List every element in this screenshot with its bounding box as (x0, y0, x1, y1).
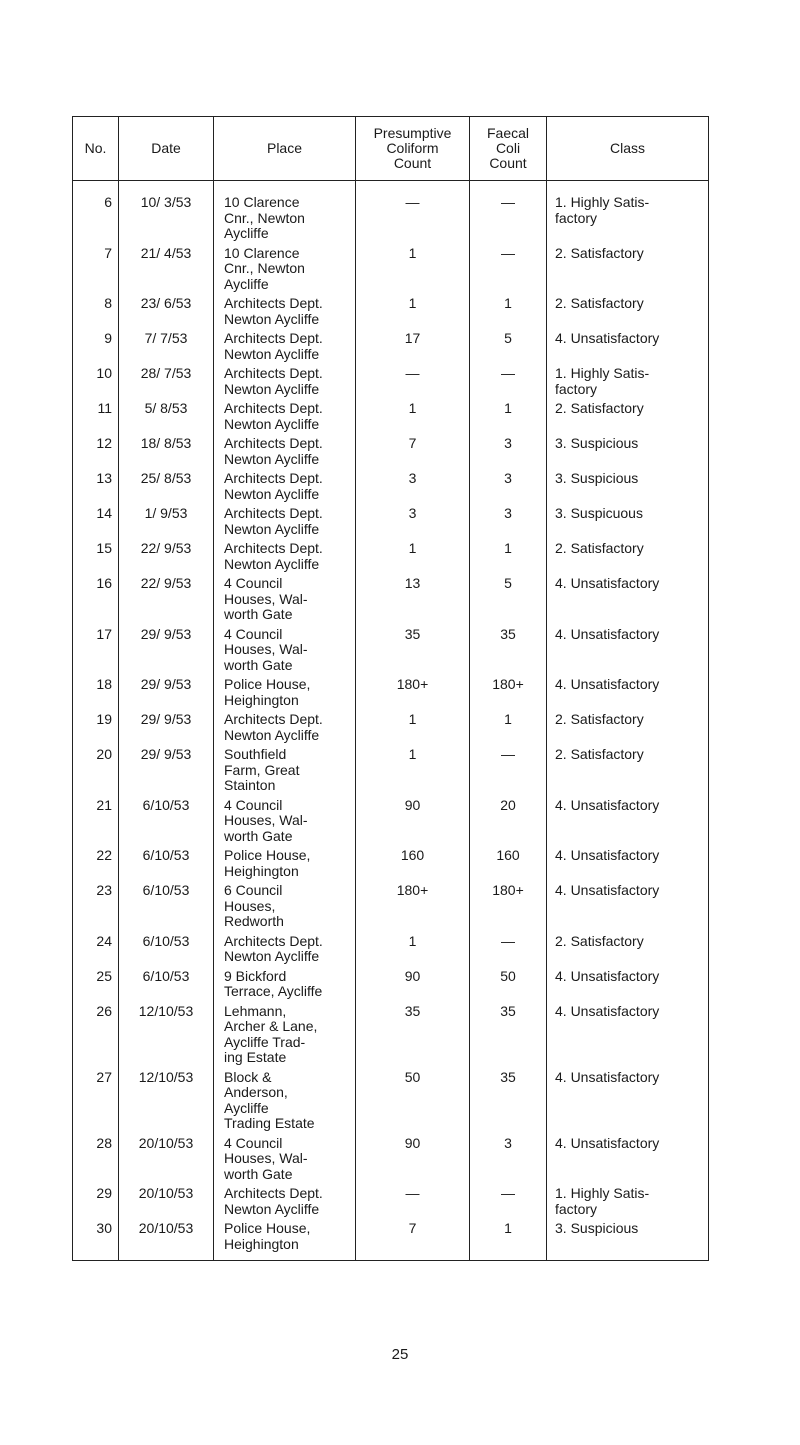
cell-no: 23 (73, 883, 119, 934)
cell-presumptive-coliform-count: 1 (356, 934, 470, 969)
cell-class (547, 331, 709, 366)
cell-presumptive-coliform-count: 50 (356, 1070, 470, 1136)
cell-faecal-coli-count: 35 (470, 627, 547, 678)
table-row (73, 934, 709, 969)
table-row (73, 541, 709, 576)
cell-date: 6/10/53 (119, 848, 214, 883)
cell-no: 11 (73, 401, 119, 436)
cell-date: 21/ 4/53 (119, 246, 214, 297)
table-row (73, 436, 709, 471)
cell-presumptive-coliform-count: 1 (356, 541, 470, 576)
place-line: worth Gate (224, 827, 293, 844)
class-line: 3. Suspicuous (555, 505, 643, 521)
cell-place (214, 366, 356, 401)
place-line: Houses, (224, 897, 276, 914)
header-no: No. (73, 117, 119, 181)
cell-date: 20/10/53 (119, 1136, 214, 1187)
cell-date: 12/10/53 (119, 1070, 214, 1136)
place-line: Architects Dept. (224, 932, 323, 949)
class-line: factory (555, 1200, 598, 1217)
place-line: 6 Council (224, 882, 283, 898)
cell-presumptive-coliform-count: 35 (356, 627, 470, 678)
class-line: 4. Unsatisfactory (555, 575, 660, 591)
place-line: Architects Dept. (224, 1185, 323, 1201)
cell-place (214, 747, 356, 798)
cell-presumptive-coliform-count: 1 (356, 712, 470, 747)
header-pcc-line: Coliform (386, 140, 439, 156)
cell-no: 17 (73, 627, 119, 678)
table-row (73, 506, 709, 541)
place-line: Police House, (224, 1220, 311, 1236)
cell-no: 18 (73, 677, 119, 712)
cell-presumptive-coliform-count: 1 (356, 246, 470, 297)
cell-class (547, 246, 709, 297)
class-line: 4. Unsatisfactory (555, 625, 660, 642)
cell-no: 22 (73, 848, 119, 883)
cell-date: 1/ 9/53 (119, 506, 214, 541)
cell-faecal-coli-count: 3 (470, 1136, 547, 1187)
cell-faecal-coli-count: 1 (470, 712, 547, 747)
class-line: 2. Satisfactory (555, 540, 644, 556)
cell-faecal-coli-count: 160 (470, 848, 547, 883)
cell-class (547, 436, 709, 471)
cell-place (214, 401, 356, 436)
cell-no: 30 (73, 1221, 119, 1261)
cell-presumptive-coliform-count: 7 (356, 1221, 470, 1261)
class-line: 2. Satisfactory (555, 746, 644, 762)
cell-presumptive-coliform-count: 160 (356, 848, 470, 883)
place-line: worth Gate (224, 656, 293, 673)
place-line: Trading Estate (224, 1115, 315, 1131)
table-row (73, 1070, 709, 1136)
table-row (73, 246, 709, 297)
cell-place (214, 848, 356, 883)
table-row (73, 401, 709, 436)
place-line: worth Gate (224, 1165, 293, 1182)
cell-presumptive-coliform-count: — (356, 1186, 470, 1221)
place-line: Newton Aycliffe (224, 345, 320, 362)
table-row (73, 1186, 709, 1221)
cell-class (547, 848, 709, 883)
cell-presumptive-coliform-count: 90 (356, 798, 470, 849)
cell-no: 28 (73, 1136, 119, 1187)
cell-place (214, 627, 356, 678)
cell-faecal-coli-count: 1 (470, 1221, 547, 1261)
cell-place (214, 1221, 356, 1261)
cell-date: 29/ 9/53 (119, 747, 214, 798)
class-line: 4. Unsatisfactory (555, 882, 660, 898)
cell-date: 20/10/53 (119, 1221, 214, 1261)
header-faecal-coli-count (470, 117, 547, 181)
cell-date: 6/10/53 (119, 934, 214, 969)
header-class: Class (547, 117, 709, 181)
cell-class (547, 366, 709, 401)
cell-place (214, 195, 356, 246)
place-line: Southfield (224, 746, 287, 762)
place-line: Newton Aycliffe (224, 1200, 320, 1217)
cell-no: 6 (73, 195, 119, 246)
cell-presumptive-coliform-count: 13 (356, 576, 470, 627)
cell-presumptive-coliform-count: 7 (356, 436, 470, 471)
spacer-cell (214, 181, 356, 196)
place-line: Aycliffe (224, 225, 269, 241)
header-place: Place (214, 117, 356, 181)
cell-presumptive-coliform-count: 3 (356, 471, 470, 506)
cell-faecal-coli-count: — (470, 934, 547, 969)
place-line: 4 Council (224, 625, 283, 642)
cell-faecal-coli-count: — (470, 1186, 547, 1221)
cell-place (214, 331, 356, 366)
place-line: Lehmann, (224, 1002, 287, 1019)
table-body (73, 181, 709, 1261)
cell-faecal-coli-count: 5 (470, 331, 547, 366)
cell-no: 16 (73, 576, 119, 627)
cell-date: 6/10/53 (119, 883, 214, 934)
class-line: 4. Unsatisfactory (555, 847, 660, 863)
cell-faecal-coli-count: 3 (470, 471, 547, 506)
cell-date: 10/ 3/53 (119, 195, 214, 246)
cell-class (547, 1136, 709, 1187)
cell-faecal-coli-count: 50 (470, 969, 547, 1004)
cell-place (214, 246, 356, 297)
place-line: Architects Dept. (224, 365, 323, 381)
cell-place (214, 1004, 356, 1070)
class-line: 4. Unsatisfactory (555, 1002, 660, 1019)
class-line: 2. Satisfactory (555, 932, 644, 949)
cell-class (547, 934, 709, 969)
place-line: Newton Aycliffe (224, 948, 320, 964)
place-line: Police House, (224, 847, 311, 863)
cell-faecal-coli-count: 5 (470, 576, 547, 627)
header-pcc-line: Presumptive (373, 125, 452, 141)
cell-class (547, 969, 709, 1004)
cell-presumptive-coliform-count: — (356, 366, 470, 401)
cell-date: 22/ 9/53 (119, 576, 214, 627)
cell-place (214, 934, 356, 969)
header-date: Date (119, 117, 214, 181)
cell-faecal-coli-count: 3 (470, 436, 547, 471)
place-line: Architects Dept. (224, 400, 323, 416)
table-row (73, 969, 709, 1004)
cell-date: 25/ 8/53 (119, 471, 214, 506)
place-line: Newton Aycliffe (224, 726, 320, 743)
class-line: 4. Unsatisfactory (555, 1068, 660, 1085)
cell-faecal-coli-count: 1 (470, 296, 547, 331)
table-row (73, 471, 709, 506)
cell-no: 20 (73, 747, 119, 798)
class-line: 3. Suspicious (555, 1220, 639, 1236)
place-line: Houses, Wal- (224, 590, 308, 607)
header-fcc-line: Faecal (486, 125, 530, 141)
cell-faecal-coli-count: — (470, 366, 547, 401)
cell-no: 26 (73, 1004, 119, 1070)
cell-date: 6/10/53 (119, 798, 214, 849)
cell-class (547, 1221, 709, 1261)
class-line: 3. Suspicious (555, 435, 639, 451)
cell-no: 9 (73, 331, 119, 366)
place-line: Newton Aycliffe (224, 555, 320, 572)
cell-class (547, 1186, 709, 1221)
cell-place (214, 1136, 356, 1187)
place-line: Architects Dept. (224, 505, 323, 521)
class-line: factory (555, 380, 598, 397)
cell-faecal-coli-count: 35 (470, 1070, 547, 1136)
cell-no: 27 (73, 1070, 119, 1136)
header-pcc-line: Count (393, 155, 432, 171)
place-line: 10 Clarence (224, 194, 300, 210)
table-row (73, 848, 709, 883)
cell-date: 22/ 9/53 (119, 541, 214, 576)
place-line: Newton Aycliffe (224, 380, 320, 397)
table-row (73, 747, 709, 798)
place-line: Newton Aycliffe (224, 485, 320, 502)
cell-no: 24 (73, 934, 119, 969)
place-line: Architects Dept. (224, 330, 323, 346)
class-line: 4. Unsatisfactory (555, 796, 660, 813)
place-line: Newton Aycliffe (224, 520, 320, 537)
class-line: 2. Satisfactory (555, 244, 644, 261)
class-line: 1. Highly Satis- (555, 365, 650, 381)
place-line: Newton Aycliffe (224, 415, 320, 432)
cell-place (214, 576, 356, 627)
table-row (73, 798, 709, 849)
cell-place (214, 1186, 356, 1221)
place-line: 4 Council (224, 1134, 283, 1151)
cell-no: 8 (73, 296, 119, 331)
cell-faecal-coli-count: — (470, 195, 547, 246)
place-line: worth Gate (224, 606, 293, 622)
cell-date: 5/ 8/53 (119, 401, 214, 436)
place-line: Aycliffe Trad- (224, 1033, 306, 1050)
cell-presumptive-coliform-count: 17 (356, 331, 470, 366)
cell-presumptive-coliform-count: 1 (356, 401, 470, 436)
class-line: 4. Unsatisfactory (555, 330, 660, 346)
cell-place (214, 436, 356, 471)
cell-faecal-coli-count: 20 (470, 798, 547, 849)
cell-date: 29/ 9/53 (119, 677, 214, 712)
place-line: Terrace, Aycliffe (224, 983, 323, 999)
cell-no: 14 (73, 506, 119, 541)
cell-no: 19 (73, 712, 119, 747)
cell-presumptive-coliform-count: 35 (356, 1004, 470, 1070)
place-line: 10 Clarence (224, 244, 300, 261)
class-line: factory (555, 209, 598, 226)
class-line: 3. Suspicious (555, 470, 639, 486)
cell-presumptive-coliform-count: 90 (356, 969, 470, 1004)
cell-place (214, 471, 356, 506)
cell-class (547, 506, 709, 541)
place-line: Farm, Great (224, 761, 300, 778)
cell-date: 12/10/53 (119, 1004, 214, 1070)
cell-class (547, 471, 709, 506)
cell-no: 15 (73, 541, 119, 576)
place-line: Houses, Wal- (224, 641, 308, 657)
place-line: Stainton (224, 777, 276, 793)
cell-class (547, 296, 709, 331)
table-spacer-row (73, 181, 709, 196)
cell-place (214, 296, 356, 331)
cell-faecal-coli-count: 3 (470, 506, 547, 541)
cell-class (547, 798, 709, 849)
cell-place (214, 541, 356, 576)
cell-presumptive-coliform-count: 1 (356, 747, 470, 798)
water-sample-table (72, 116, 709, 1261)
place-line: Police House, (224, 676, 311, 692)
table-row (73, 195, 709, 246)
table-row (73, 627, 709, 678)
table-row (73, 366, 709, 401)
place-line: Architects Dept. (224, 540, 323, 556)
class-line: 2. Satisfactory (555, 295, 644, 311)
table-row (73, 576, 709, 627)
place-line: Aycliffe (224, 1099, 269, 1116)
cell-place (214, 506, 356, 541)
place-line: Newton Aycliffe (224, 310, 320, 327)
class-line: 2. Satisfactory (555, 400, 644, 416)
cell-presumptive-coliform-count: 180+ (356, 883, 470, 934)
cell-class (547, 1070, 709, 1136)
place-line: Cnr., Newton (224, 260, 305, 276)
cell-faecal-coli-count: — (470, 747, 547, 798)
cell-class (547, 747, 709, 798)
place-line: Heighington (224, 691, 299, 708)
class-line: 1. Highly Satis- (555, 194, 650, 210)
cell-place (214, 969, 356, 1004)
cell-no: 25 (73, 969, 119, 1004)
cell-no: 12 (73, 436, 119, 471)
table-row (73, 1004, 709, 1070)
place-line: Heighington (224, 1235, 299, 1252)
place-line: Houses, Wal- (224, 1150, 308, 1166)
header-presumptive-coliform-count (356, 117, 470, 181)
cell-date: 28/ 7/53 (119, 366, 214, 401)
cell-date: 29/ 9/53 (119, 712, 214, 747)
place-line: Block & (224, 1068, 272, 1085)
table-row (73, 883, 709, 934)
place-line: Houses, Wal- (224, 812, 308, 828)
cell-class (547, 195, 709, 246)
table-header (73, 117, 709, 181)
cell-no: 21 (73, 798, 119, 849)
spacer-cell (119, 181, 214, 196)
cell-presumptive-coliform-count: 1 (356, 296, 470, 331)
cell-place (214, 677, 356, 712)
cell-class (547, 541, 709, 576)
place-line: 9 Bickford (224, 967, 287, 984)
place-line: 4 Council (224, 575, 283, 591)
cell-date: 18/ 8/53 (119, 436, 214, 471)
cell-place (214, 883, 356, 934)
place-line: Architects Dept. (224, 711, 323, 727)
spacer-cell (73, 181, 119, 196)
place-line: Cnr., Newton (224, 209, 305, 226)
cell-no: 13 (73, 471, 119, 506)
header-fcc-line: Count (489, 155, 527, 171)
cell-no: 7 (73, 246, 119, 297)
place-line: Archer & Lane, (224, 1018, 318, 1034)
cell-class (547, 627, 709, 678)
spacer-cell (356, 181, 470, 196)
cell-place (214, 1070, 356, 1136)
place-line: 4 Council (224, 796, 283, 813)
class-line: 4. Unsatisfactory (555, 676, 660, 692)
cell-date: 7/ 7/53 (119, 331, 214, 366)
table-row (73, 1136, 709, 1187)
cell-date: 29/ 9/53 (119, 627, 214, 678)
cell-faecal-coli-count: — (470, 246, 547, 297)
cell-presumptive-coliform-count: — (356, 195, 470, 246)
place-line: Newton Aycliffe (224, 450, 320, 467)
page-number: 25 (391, 1346, 409, 1363)
cell-faecal-coli-count: 1 (470, 541, 547, 576)
place-line: Architects Dept. (224, 435, 323, 451)
cell-class (547, 883, 709, 934)
header-fcc-line: Coli (495, 140, 521, 156)
cell-faecal-coli-count: 1 (470, 401, 547, 436)
cell-date: 23/ 6/53 (119, 296, 214, 331)
cell-faecal-coli-count: 180+ (470, 883, 547, 934)
cell-place (214, 712, 356, 747)
table-row (73, 1221, 709, 1261)
cell-class (547, 677, 709, 712)
cell-class (547, 401, 709, 436)
cell-faecal-coli-count: 180+ (470, 677, 547, 712)
class-line: 2. Satisfactory (555, 711, 644, 727)
place-line: Anderson, (224, 1084, 288, 1100)
table-row (73, 712, 709, 747)
spacer-cell (470, 181, 547, 196)
table-row (73, 677, 709, 712)
cell-class (547, 712, 709, 747)
table-row (73, 296, 709, 331)
place-line: Aycliffe (224, 275, 269, 292)
cell-date: 20/10/53 (119, 1186, 214, 1221)
cell-presumptive-coliform-count: 3 (356, 506, 470, 541)
cell-presumptive-coliform-count: 180+ (356, 677, 470, 712)
place-line: Architects Dept. (224, 470, 323, 486)
cell-no: 29 (73, 1186, 119, 1221)
spacer-cell (547, 181, 709, 196)
cell-class (547, 576, 709, 627)
place-line: Architects Dept. (224, 295, 323, 311)
table-row (73, 331, 709, 366)
place-line: Redworth (224, 913, 284, 929)
cell-presumptive-coliform-count: 90 (356, 1136, 470, 1187)
class-line: 4. Unsatisfactory (555, 1134, 660, 1151)
place-line: ing Estate (224, 1049, 287, 1065)
cell-class (547, 1004, 709, 1070)
place-line: Heighington (224, 862, 299, 879)
class-line: 4. Unsatisfactory (555, 967, 660, 984)
cell-place (214, 798, 356, 849)
cell-faecal-coli-count: 35 (470, 1004, 547, 1070)
class-line: 1. Highly Satis- (555, 1185, 650, 1201)
cell-no: 10 (73, 366, 119, 401)
cell-date: 6/10/53 (119, 969, 214, 1004)
